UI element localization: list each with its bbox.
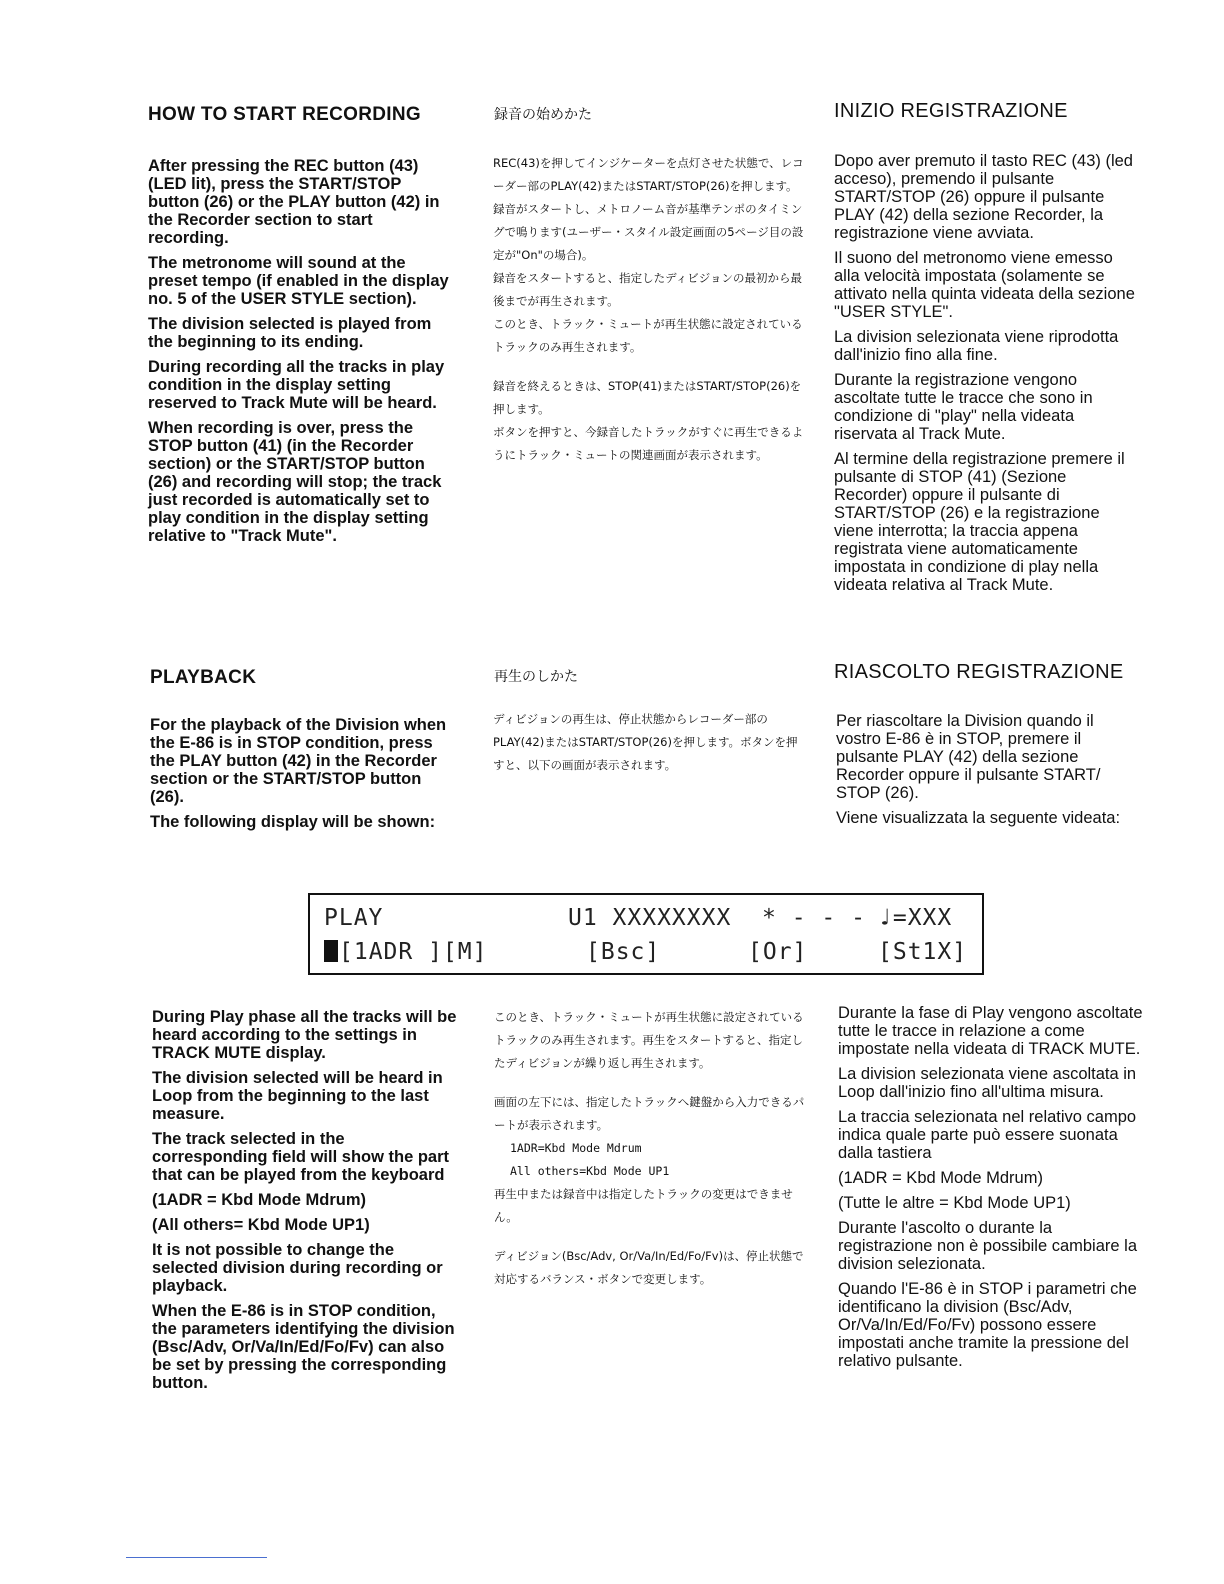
paragraph: During Play phase all the tracks will be heard according to the settings in TRACK MUTE display. bbox=[152, 1008, 457, 1062]
paragraph: Viene visualizzata la seguente videata: bbox=[836, 809, 1121, 827]
paragraph: It is not possible to change the selected division during recording or playback. bbox=[152, 1241, 443, 1295]
recording-title-it: INIZIO REGISTRAZIONE bbox=[834, 100, 1068, 122]
paragraph: このとき、トラック・ミュートが再生状態に設定されているトラックのみ再生されます。 bbox=[493, 317, 803, 354]
recording-title-en: HOW TO START RECORDING bbox=[148, 104, 421, 125]
recording-text-jp bbox=[493, 152, 805, 483]
during-text-jp bbox=[494, 1006, 806, 1307]
paragraph: (1ADR = Kbd Mode Mdrum) bbox=[152, 1191, 367, 1209]
paragraph: (1ADR = Kbd Mode Mdrum) bbox=[838, 1169, 1043, 1187]
paragraph: REC(43)を押してインジケーターを点灯させた状態で、レコーダー部のPLAY(42)またはSTART/STOP(26)を押します。録音がスタートし、メトロノーム音が基準テンポのタイミングで鳴ります(ユーザー・スタイル設定画面の5ページ目の設定が"On"の場合)。 bbox=[493, 156, 804, 262]
paragraph: Quando l'E-86 è in STOP i parametri che identificano la division (Bsc/Adv, Or/Va/In/Ed/Fo/Fv) possono essere impostati anche tramite la pressione del relativo pulsante. bbox=[838, 1280, 1137, 1370]
paragraph: The following display will be shown: bbox=[150, 813, 436, 831]
paragraph: Il suono del metronomo viene emesso alla velocità impostata (solamente se attivato nella quinta videata della sezione "USER STYLE". bbox=[834, 249, 1135, 321]
paragraph: ディビジョンの再生は、停止状態からレコーダー部のPLAY(42)またはSTART/STOP(26)を押します。ボタンを押すと、以下の画面が表示されます。 bbox=[493, 712, 798, 772]
recording-text-en bbox=[148, 157, 454, 552]
lcd-st: [St1X] bbox=[878, 939, 968, 965]
paragraph: For the playback of the Division when the E-86 is in STOP condition, press the PLAY button (42) in the Recorder section or the START/STOP button (26). bbox=[150, 716, 447, 806]
paragraph: 1ADR=Kbd Mode Mdrum bbox=[510, 1141, 642, 1155]
paragraph: (All others= Kbd Mode UP1) bbox=[152, 1216, 370, 1234]
paragraph: Durante la fase di Play vengono ascoltate tutte le tracce in relazione a come impostate nella videata di TRACK MUTE. bbox=[838, 1004, 1143, 1058]
paragraph: Al termine della registrazione premere il pulsante di STOP (41) (Sezione Recorder) oppure il pulsante di START/STOP (26) e la registrazione viene interrotta; la traccia appena registrata viene automaticamente impostata in condizione di play nella videata relativa al Track Mute. bbox=[834, 450, 1125, 594]
lcd-division-field bbox=[324, 939, 487, 965]
paragraph: ボタンを押すと、今録音したトラックがすぐに再生できるようにトラック・ミュートの関連画面が表示されます。 bbox=[493, 425, 804, 462]
lcd-cursor bbox=[324, 940, 338, 962]
paragraph: 録音をスタートすると、指定したディビジョンの最初から最後までが再生されます。 bbox=[493, 271, 803, 308]
paragraph: ディビジョン(Bsc/Adv, Or/Va/In/Ed/Fo/Fv)は、停止状態で対応するバランス・ボタンで変更します。 bbox=[494, 1249, 804, 1286]
lcd-flags: * - - - bbox=[762, 905, 866, 931]
paragraph: Dopo aver premuto il tasto REC (43) (led acceso), premendo il pulsante START/STOP (26) oppure il pulsante PLAY (42) della sezione Recorder, la registrazione viene avviata. bbox=[834, 152, 1133, 242]
playback-title-jp: 再生のしかた bbox=[494, 669, 578, 685]
during-text-en bbox=[152, 1008, 458, 1399]
paragraph: (Tutte le altre = Kbd Mode UP1) bbox=[838, 1194, 1071, 1212]
footer-rule bbox=[126, 1557, 267, 1558]
lcd-bsc: [Bsc] bbox=[586, 939, 661, 965]
playback-text-it bbox=[836, 712, 1142, 834]
paragraph: After pressing the REC button (43) (LED lit), press the START/STOP button (26) or the PLAY button (42) in the Recorder section to start recording. bbox=[148, 157, 440, 247]
lcd-or: [Or] bbox=[748, 939, 808, 965]
paragraph: La traccia selezionata nel relativo campo indica quale parte può essere suonata dalla tastiera bbox=[838, 1108, 1137, 1162]
playback-title-en: PLAYBACK bbox=[150, 667, 257, 688]
playback-title-it: RIASCOLTO REGISTRAZIONE bbox=[834, 661, 1124, 683]
paragraph: Durante l'ascolto o durante la registrazione non è possibile cambiare la division selezionata. bbox=[838, 1219, 1137, 1273]
paragraph: La division selezionata viene riprodotta dall'inizio fino alla fine. bbox=[834, 328, 1119, 364]
paragraph: La division selezionata viene ascoltata in Loop dall'inizio fino all'ultima misura. bbox=[838, 1065, 1137, 1101]
recording-title-jp: 録音の始めかた bbox=[494, 107, 592, 123]
playback-text-jp bbox=[493, 708, 805, 793]
paragraph: When the E-86 is in STOP condition, the parameters identifying the division (Bsc/Adv, Or/Va/In/Ed/Fo/Fv) can also be set by pressing the corresponding button. bbox=[152, 1302, 455, 1392]
paragraph: When recording is over, press the STOP button (41) (in the Recorder section) or the START/STOP button (26) and recording will stop; the track just recorded is automatically set to play condition in the display setting relative to "Track Mute". bbox=[148, 419, 442, 545]
paragraph: The track selected in the corresponding field will show the part that can be played from the keyboard bbox=[152, 1130, 450, 1184]
playback-text-en bbox=[150, 716, 456, 838]
paragraph: このとき、トラック・ミュートが再生状態に設定されているトラックのみ再生されます。再生をスタートすると、指定したディビジョンが繰り返し再生されます。 bbox=[494, 1010, 804, 1070]
paragraph: All others=Kbd Mode UP1 bbox=[510, 1164, 670, 1178]
lcd-tempo: ♩=XXX bbox=[878, 905, 953, 931]
lcd-mode: PLAY bbox=[324, 905, 384, 931]
lcd-style: U1 XXXXXXXX bbox=[568, 905, 732, 931]
recording-text-it bbox=[834, 152, 1140, 601]
paragraph: Per riascoltare la Division quando il vostro E-86 è in STOP, premere il pulsante PLAY (42) della sezione Recorder oppure il pulsante START/ STOP (26). bbox=[836, 712, 1101, 802]
lcd-display bbox=[308, 893, 984, 975]
paragraph: The division selected will be heard in Loop from the beginning to the last measure. bbox=[152, 1069, 443, 1123]
paragraph: Durante la registrazione vengono ascoltate tutte le tracce che sono in condizione di "play" nella videata riservata al Track Mute. bbox=[834, 371, 1093, 443]
during-text-it bbox=[838, 1004, 1144, 1377]
paragraph: The division selected is played from the beginning to its ending. bbox=[148, 315, 432, 351]
paragraph: 再生中または録音中は指定したトラックの変更はできません。 bbox=[494, 1187, 793, 1224]
paragraph: 録音を終えるときは、STOP(41)またはSTART/STOP(26)を押します。 bbox=[493, 379, 802, 416]
paragraph: During recording all the tracks in play condition in the display setting reserved to Track Mute will be heard. bbox=[148, 358, 445, 412]
paragraph: The metronome will sound at the preset tempo (if enabled in the display no. 5 of the USER STYLE section). bbox=[148, 254, 449, 308]
paragraph: 画面の左下には、指定したトラックへ鍵盤から入力できるパートが表示されます。 bbox=[494, 1095, 805, 1132]
lcd-division: [1ADR ][M] bbox=[339, 939, 488, 965]
